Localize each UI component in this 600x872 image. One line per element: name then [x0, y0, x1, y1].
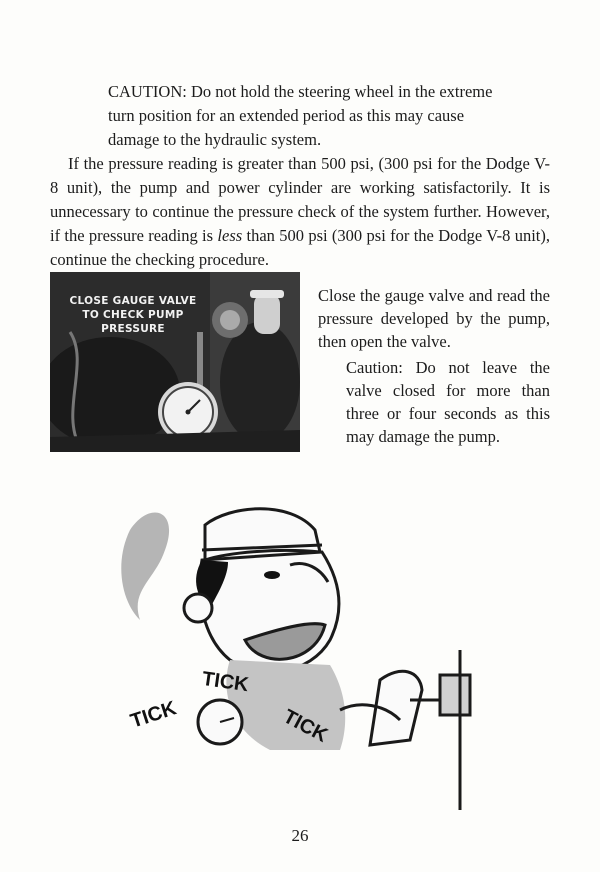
mechanic-cartoon	[110, 490, 500, 810]
photo-caption-line-3: PRESSURE	[101, 323, 165, 335]
caution-label: CAUTION:	[108, 82, 187, 101]
photo-caption-line-2: TO CHECK PUMP	[82, 309, 184, 321]
tick-label-2: TICK	[200, 667, 250, 697]
paragraph-emphasis: less	[217, 226, 243, 245]
valve-instruction: Close the gauge valve and read the pressure developed by the pump, then open the valve.	[318, 286, 550, 351]
gauge-valve-photo	[50, 272, 300, 452]
caution-text: Do not hold the steering wheel in the extreme turn position for an extended period as this may cause damage to the hydraulic system.	[108, 82, 493, 149]
valve-caution: Caution: Do not leave the valve closed for more than three or four seconds as this may damage the pump.	[346, 358, 550, 446]
paragraph-text-2: than 500 psi (300 psi for the Dodge V-8 unit), continue the checking procedure.	[50, 226, 550, 269]
tick-label-1: TICK	[127, 697, 180, 733]
page-number: 26	[291, 826, 309, 845]
pressure-paragraph	[50, 152, 550, 272]
paragraph-text-1: If the pressure reading is greater than 500 psi, (300 psi for the Dodge V-8 unit), the pump and power cylinder are working satisfactorily. It is unnecessary to continue the pressure check of the system further. However, if the pressure reading is	[50, 154, 550, 245]
photo-caption	[58, 294, 208, 336]
photo-caption-line-1: CLOSE GAUGE VALVE	[69, 295, 197, 307]
caution-note	[108, 80, 508, 152]
tick-label-3: TICK	[279, 705, 332, 747]
